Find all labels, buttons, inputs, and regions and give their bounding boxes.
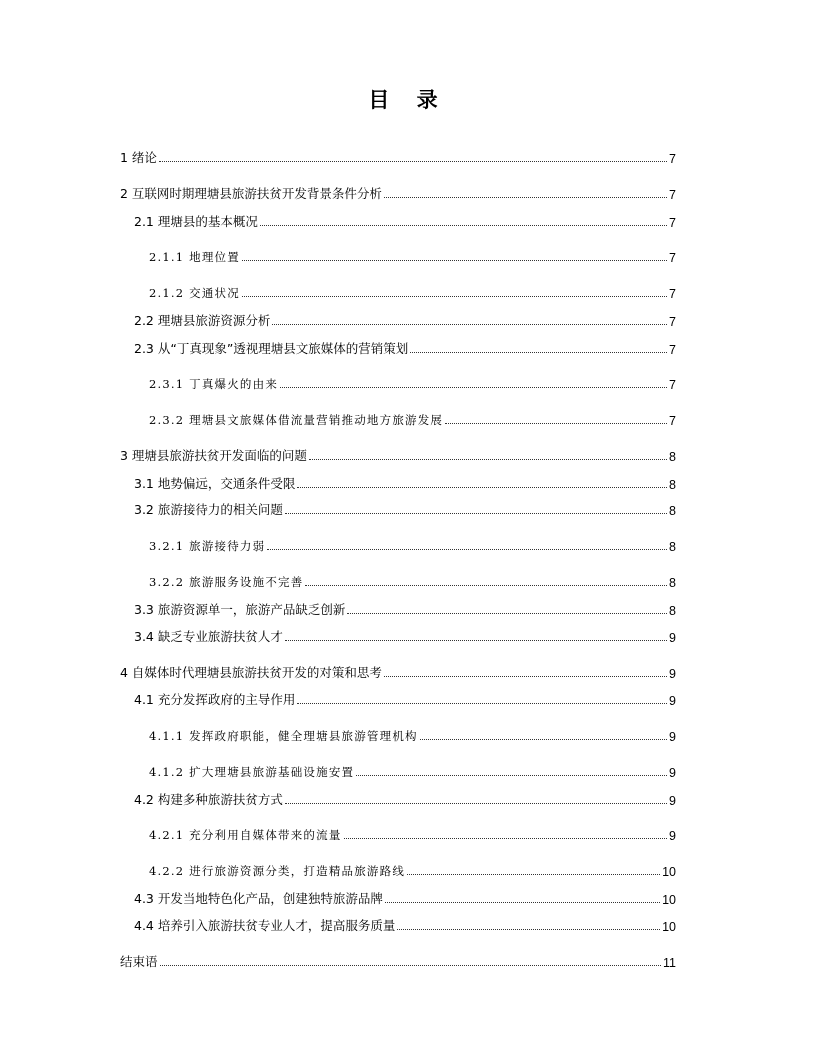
dot-leader — [410, 351, 667, 353]
toc-page-number: 7 — [669, 216, 676, 230]
toc-page-number: 10 — [662, 865, 676, 879]
toc-entry-text: 4.1.1 发挥政府职能，健全理塘县旅游管理机构 — [149, 729, 418, 743]
toc-entry[interactable] — [149, 243, 676, 265]
toc-page-number: 9 — [669, 730, 676, 744]
dot-leader — [384, 675, 667, 677]
toc-entry-text: 3.3 旅游资源单一，旅游产品缺乏创新 — [134, 602, 346, 617]
toc-page-number: 8 — [669, 504, 676, 518]
toc-entry-text: 2.3 从“丁真现象”透视理塘县文旅媒体的营销策划 — [134, 341, 409, 356]
toc-entry-text: 2 互联网时期理塘县旅游扶贫开发背景条件分析 — [120, 186, 382, 201]
toc-entry[interactable] — [134, 470, 676, 492]
toc-entry[interactable] — [134, 335, 676, 357]
toc-entry-text: 4.2 构建多种旅游扶贫方式 — [134, 792, 283, 807]
dot-leader — [356, 774, 667, 776]
toc-entry[interactable] — [149, 279, 676, 301]
dot-leader — [242, 259, 667, 261]
toc-page-number: 9 — [669, 794, 676, 808]
toc-entry-text: 1 绪论 — [120, 150, 157, 165]
toc-page-number: 7 — [669, 343, 676, 357]
toc-entry-text: 3.4 缺乏专业旅游扶贫人才 — [134, 629, 283, 644]
dot-leader — [397, 928, 660, 930]
toc-entry[interactable] — [134, 686, 676, 708]
toc-entry-text: 3.1 地势偏远，交通条件受限 — [134, 476, 296, 491]
toc-entry[interactable] — [120, 948, 676, 970]
dot-leader — [285, 802, 667, 804]
dot-leader — [260, 224, 667, 226]
toc-entry[interactable] — [149, 722, 676, 744]
toc-page-number: 8 — [669, 604, 676, 618]
dot-leader — [305, 584, 667, 586]
toc-page-number: 7 — [669, 378, 676, 392]
toc-entry[interactable] — [134, 496, 676, 518]
toc-entry-text: 4.1 充分发挥政府的主导作用 — [134, 692, 296, 707]
toc-page-number: 9 — [669, 631, 676, 645]
toc-page-number: 9 — [669, 667, 676, 681]
toc-entry[interactable] — [134, 912, 676, 934]
toc-page-number: 10 — [662, 893, 676, 907]
toc-entry-text: 3 理塘县旅游扶贫开发面临的问题 — [120, 448, 307, 463]
toc-page-number: 8 — [669, 478, 676, 492]
toc-entry-text: 3.2 旅游接待力的相关问题 — [134, 502, 283, 517]
toc-page-number: 9 — [669, 766, 676, 780]
dot-leader — [309, 458, 667, 460]
dot-leader — [159, 160, 667, 162]
toc-title: 目 录 — [368, 88, 448, 112]
toc-entry[interactable] — [149, 406, 676, 428]
toc-entry[interactable] — [149, 857, 676, 879]
toc-entry-text: 4.1.2 扩大理塘县旅游基础设施安置 — [149, 765, 355, 779]
toc-entry[interactable] — [149, 370, 676, 392]
toc-entry[interactable] — [120, 144, 676, 166]
toc-entry-text: 4.2.1 充分利用自媒体带来的流量 — [149, 828, 342, 842]
toc-page-number: 8 — [669, 540, 676, 554]
toc-page-number: 11 — [663, 956, 676, 970]
dot-leader — [280, 386, 667, 388]
toc-entry[interactable] — [120, 442, 676, 464]
toc-entry[interactable] — [149, 532, 676, 554]
toc-page-number: 7 — [669, 414, 676, 428]
toc-entry[interactable] — [149, 758, 676, 780]
toc-page-number: 7 — [669, 315, 676, 329]
toc-entry-text: 2.2 理塘县旅游资源分析 — [134, 313, 271, 328]
toc-entry[interactable] — [134, 596, 676, 618]
toc-page-number: 8 — [669, 576, 676, 590]
toc-entry[interactable] — [134, 623, 676, 645]
toc-entry-text: 4 自媒体时代理塘县旅游扶贫开发的对策和思考 — [120, 665, 382, 680]
toc-entry[interactable] — [149, 821, 676, 843]
dot-leader — [297, 702, 667, 704]
toc-entry-text: 4.3 开发当地特色化产品，创建独特旅游品牌 — [134, 891, 383, 906]
toc-entry-text: 4.4 培养引入旅游扶贫专业人才，提高服务质量 — [134, 918, 396, 933]
dot-leader — [385, 901, 660, 903]
toc-entry-text: 2.3.2 理塘县文旅媒体借流量营销推动地方旅游发展 — [149, 413, 444, 427]
toc-entry-text: 2.3.1 丁真爆火的由来 — [149, 377, 279, 391]
toc-entry-text: 2.1 理塘县的基本概况 — [134, 214, 258, 229]
toc-entry[interactable] — [120, 180, 676, 202]
toc-page-number: 7 — [669, 251, 676, 265]
toc-entry-text: 4.2.2 进行旅游资源分类，打造精品旅游路线 — [149, 864, 406, 878]
toc-entry-text: 3.2.2 旅游服务设施不完善 — [149, 575, 304, 589]
dot-leader — [347, 612, 667, 614]
toc-entry[interactable] — [134, 307, 676, 329]
toc-entry[interactable] — [120, 659, 676, 681]
dot-leader — [420, 738, 667, 740]
dot-leader — [297, 486, 667, 488]
dot-leader — [272, 323, 667, 325]
dot-leader — [242, 295, 667, 297]
toc-page-number: 7 — [669, 152, 676, 166]
dot-leader — [445, 422, 667, 424]
toc-entry[interactable] — [134, 208, 676, 230]
toc-entry[interactable] — [149, 568, 676, 590]
dot-leader — [407, 873, 660, 875]
dot-leader — [267, 548, 667, 550]
dot-leader — [344, 837, 668, 839]
toc-page-number: 7 — [669, 188, 676, 202]
toc-page-number: 10 — [662, 920, 676, 934]
toc-entry[interactable] — [134, 786, 676, 808]
toc-page-number: 8 — [669, 450, 676, 464]
toc-page-number: 9 — [669, 694, 676, 708]
toc-entry-text: 结束语 — [120, 954, 158, 969]
toc-page-number: 9 — [669, 829, 676, 843]
toc-entry-text: 2.1.1 地理位置 — [149, 250, 240, 264]
toc-entry[interactable] — [134, 885, 676, 907]
dot-leader — [285, 512, 667, 514]
toc-entry-text: 3.2.1 旅游接待力弱 — [149, 539, 266, 553]
dot-leader — [160, 964, 662, 966]
toc-page-number: 7 — [669, 287, 676, 301]
toc-entry-text: 2.1.2 交通状况 — [149, 286, 240, 300]
dot-leader — [285, 639, 667, 641]
dot-leader — [384, 196, 667, 198]
